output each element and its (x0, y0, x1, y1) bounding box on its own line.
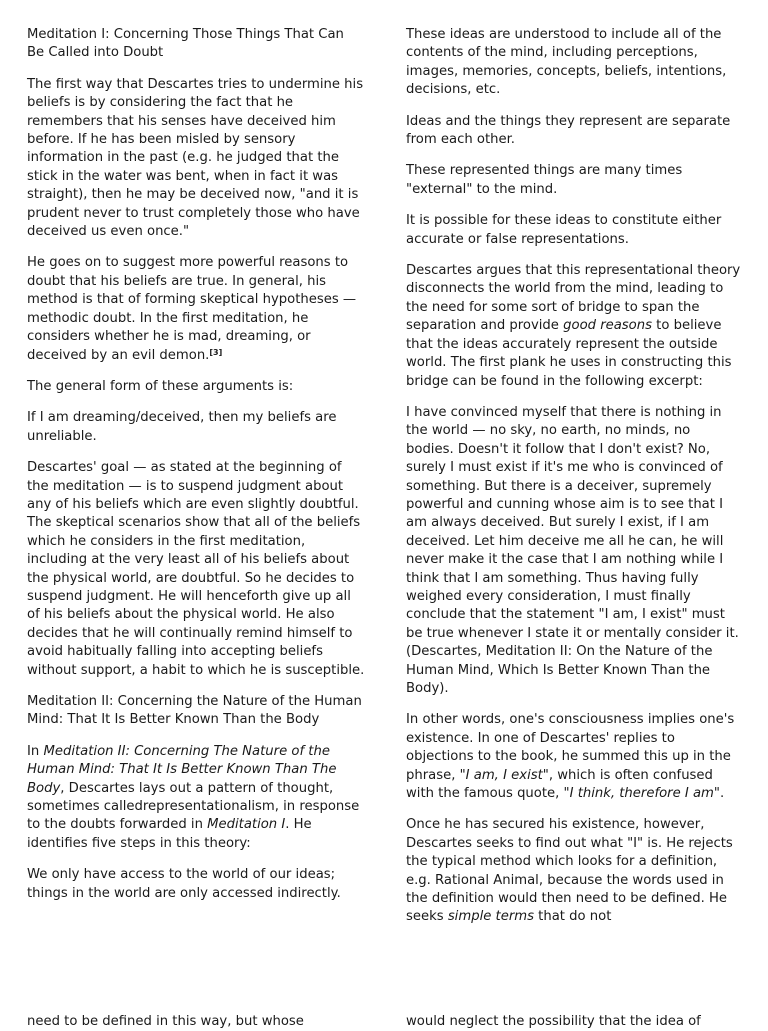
paragraph-suspend-judgment: Descartes' goal — as stated at the beginning of the meditation — is to suspend judgment about any of his beliefs which are even slightly doubtful. The skeptical scenarios show that all of the beliefs which he considers in the first meditation, including at the very least all of his beliefs about the physical world, are doubtful. So he decides to suspend judgment. He will henceforth give up all of his beliefs about the physical world. He also decides that he will continually remind himself to avoid habitually falling into accepting beliefs without support, a habit to which he is susceptible. (27, 460, 365, 678)
paragraph-ideas-contents: These ideas are understood to include all of the contents of the mind, including perceptions, images, memories, concepts, beliefs, intentions, decisions, etc. (406, 27, 727, 98)
italic-phrase: I think, therefore I am (569, 786, 714, 802)
italic-phrase: simple terms (447, 909, 534, 925)
paragraph-senses-deceived: The first way that Descartes tries to undermine his beliefs is by considering the fact that he remembers that his senses have deceived him before. If he has been misled by sensory information in the past (e.g. he judged that the stick in the water was bent, when in fact it was straight), then he may be deceived now, "and it is prudent never to trust completely those who have deceived us even once." (27, 76, 364, 240)
paragraph-representationalism (27, 743, 365, 853)
italic-phrase: good reasons (563, 318, 652, 334)
text-segment: In other words, one's consciousness implies one's existence. In one of Descartes' replies to objections to the book, he summed this up in the phrase, " (406, 712, 735, 783)
text-segment: to believe that the ideas accurately represent the outside world. The first plank he uses in constructing this bridge can be found in the following excerpt: (406, 318, 732, 389)
meditation-two-heading: Meditation II: Concerning the Nature of the Human Mind: That It Is Better Known Than the Body (27, 694, 362, 728)
paragraph-dreaming-argument: If I am dreaming/deceived, then my beliefs are unreliable. (27, 410, 337, 444)
text-segment: , Descartes lays out a pattern of thought, sometimes calledrepresentationalism, in response to the doubts forwarded in (27, 780, 360, 833)
truncated-line-left: need to be defined in this way, but whose (27, 1014, 304, 1029)
italic-title: Meditation II: Concerning The Nature of the Human Mind: That It Is Better Known Than The Body (27, 743, 337, 796)
text-segment: . He identifies five steps in this theory: (27, 817, 312, 851)
paragraph-methodic-doubt (27, 254, 365, 364)
paragraph-external: These represented things are many times "external" to the mind. (406, 163, 683, 197)
paragraph-methodic-doubt-text: He goes on to suggest more powerful reasons to doubt that his beliefs are true. In general, his method is that of forming skeptical hypotheses — methodic doubt. In the first meditation, he considers whether he is mad, dreaming, or deceived by an evil demon. (27, 255, 357, 363)
paragraph-access-to-ideas: We only have access to the world of our ideas; things in the world are only accessed indirectly. (27, 867, 341, 901)
left-column (27, 26, 365, 916)
text-segment: Once he has secured his existence, however, Descartes seeks to find out what "I" is. He rejects the typical method which looks for a definition, e.g. Rational Animal, because the words used in the definition would then need to be defined. He seeks (406, 817, 733, 925)
italic-phrase: I am, I exist (465, 767, 543, 783)
truncated-line-right: would neglect the possibility that the idea of (406, 1014, 701, 1029)
right-column (406, 26, 742, 940)
paragraph-excerpt: I have convinced myself that there is nothing in the world — no sky, no earth, no minds, no bodies. Doesn't it follow that I don't exist? No, surely I must exist if it's me who is convinced of something. But there is a deceiver, supremely powerful and cunning whose aim is to see that I am always deceived. But surely I exist, if I am deceived. Let him deceive me all he can, he will never make it the case that I am nothing while I think that I am something. Thus having fully weighed every consideration, I must finally conclude that the statement "I am, I exist" must be true whenever I state it or mentally consider it. (Descartes, Meditation II: On the Nature of the Human Mind, Which Is Better Known Than the Body). (406, 404, 739, 696)
text-segment: ". (713, 786, 725, 802)
paragraph-general-form: The general form of these arguments is: (27, 378, 294, 394)
paragraph-bridge (406, 262, 742, 391)
paragraph-ideas-separate: Ideas and the things they represent are separate from each other. (406, 113, 731, 148)
meditation-one-heading: Meditation I: Concerning Those Things That Can Be Called into Doubt (27, 27, 344, 61)
paragraph-accurate-false: It is possible for these ideas to constitute either accurate or false representations. (406, 213, 722, 247)
text-segment: ", which is often confused with the famous quote, " (406, 767, 713, 802)
citation-link[interactable]: [3] (209, 347, 223, 357)
text-segment: that do not (533, 909, 612, 925)
paragraph-simple-terms (406, 816, 742, 926)
text-segment: In (27, 743, 44, 759)
paragraph-consciousness (406, 711, 742, 803)
text-segment: Descartes argues that this representational theory disconnects the world from the mind, leading to the need for some sort of bridge to span the separation and provide (406, 263, 741, 334)
italic-title: Meditation I (207, 817, 286, 833)
